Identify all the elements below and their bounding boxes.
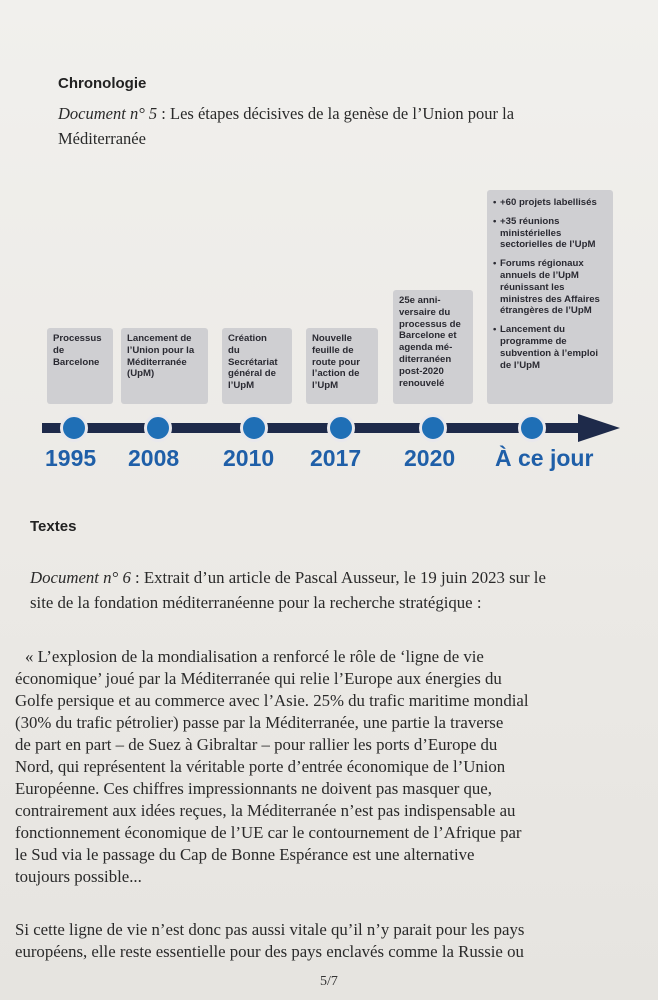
text-line: européens, elle reste essentielle pour des pays enclavés comme la Russie ou: [15, 942, 524, 961]
event-box-1995: [47, 328, 113, 404]
text-line: toujours possible...: [15, 867, 142, 886]
text-line: de part en part – de Suez à Gibraltar – pour rallier les ports d’Europe du: [15, 735, 498, 754]
timeline-dot-2008: [144, 414, 172, 442]
page-number: 5/7: [320, 974, 338, 989]
text-line: Golfe persique et au commerce avec l’Asie. 25% du trafic maritime mondial: [15, 691, 529, 710]
document-5-title: : Les étapes décisives de la genèse de l’Union pour la: [157, 104, 515, 123]
text-line: contrairement aux idées reçues, la Méditerranée n’est pas indispensable au: [15, 801, 516, 820]
text-line: économique’ joué par la Méditerranée qui relie l’Europe aux énergies du: [15, 669, 502, 688]
event-box-a-ce-jour: [487, 190, 613, 404]
section-title-chronologie: Chronologie: [58, 75, 147, 92]
timeline-axis: [42, 423, 580, 433]
event-box-2017: [306, 328, 378, 404]
year-label-2010: 2010: [223, 445, 275, 471]
quote-paragraph: [15, 646, 645, 888]
year-label-2008: 2008: [128, 445, 180, 471]
event-text: versaire du: [399, 306, 451, 318]
text-line: « L’explosion de la mondialisation a renforcé le rôle de ‘ligne de vie: [25, 647, 484, 666]
timeline-infographic: [0, 180, 658, 480]
event-box-2010: [222, 328, 292, 404]
year-label-2017: 2017: [310, 445, 362, 471]
event-text: Lancement de: [127, 333, 192, 344]
timeline-dot-2010: [240, 414, 268, 442]
event-text: (UpM): [127, 368, 155, 380]
event-text: feuille de: [312, 344, 354, 356]
timeline-dot-2017: [327, 414, 355, 442]
event-text: l’UpM: [228, 380, 255, 392]
event-text: du: [228, 344, 240, 356]
text-line: fonctionnement économique de l’UE car le contournement de l’Afrique par: [15, 823, 522, 842]
achievement-item: • Forums régionaux annuels de l’UpM réunissant les ministres des Affaires étrangères de l’UpM: [493, 258, 607, 317]
document-6-intro-line2: site de la fondation méditerranéenne pour la recherche stratégique :: [30, 593, 482, 612]
year-label-1995: 1995: [45, 445, 97, 471]
timeline-dot-1995: [60, 414, 88, 442]
event-text: Barcelone: [53, 356, 100, 368]
document-6-intro: : Extrait d’un article de Pascal Ausseur, le 19 juin 2023 sur le: [130, 568, 546, 587]
event-text: post-2020: [399, 365, 444, 377]
event-text: route pour: [312, 356, 360, 368]
event-text: processus de: [399, 318, 461, 330]
event-text: renouvelé: [399, 377, 445, 389]
timeline-arrowhead: [578, 414, 620, 442]
paragraph-2: [15, 919, 645, 963]
text-line: Européenne. Ces chiffres impressionnants ne doivent pas masquer que,: [15, 779, 492, 798]
event-text: l’Union pour la: [127, 344, 195, 356]
achievement-item: • Lancement du programme de subvention à l’emploi de l’UpM: [493, 324, 607, 371]
document-6-caption: [30, 565, 650, 615]
event-text: Création: [228, 333, 267, 344]
event-text: l’action de: [312, 368, 360, 380]
event-text: général de: [228, 368, 276, 380]
document-6-label: Document n° 6: [30, 568, 131, 587]
text-line: le Sud via le passage du Cap de Bonne Espérance est une alternative: [15, 845, 475, 864]
document-5-title-line2: Méditerranée: [58, 129, 146, 148]
event-text: Barcelone et: [399, 330, 457, 342]
timeline-dot-a-ce-jour: [518, 414, 546, 442]
event-text: diterranéen: [399, 353, 452, 365]
event-text: Processus: [53, 333, 102, 344]
text-line: Si cette ligne de vie n’est donc pas aussi vitale qu’il n’y parait pour les pays: [15, 920, 525, 939]
text-line: (30% du trafic pétrolier) passe par la Méditerranée, une partie la traverse: [15, 713, 504, 732]
event-box-2020: [393, 290, 473, 404]
section-title-textes: Textes: [30, 518, 77, 535]
event-text: agenda mé-: [399, 342, 453, 354]
achievements-list: [493, 197, 607, 371]
event-text: Méditerranée: [127, 356, 187, 368]
event-text: Nouvelle: [312, 333, 352, 344]
document-5-caption: [58, 101, 618, 151]
document-5-label: Document n° 5: [58, 104, 158, 123]
event-text: de: [53, 344, 65, 356]
year-label-2020: 2020: [404, 445, 456, 471]
event-box-2008: [121, 328, 208, 404]
event-text: 25e anni-: [399, 295, 441, 306]
timeline-dot-2020: [419, 414, 447, 442]
achievement-item: • +60 projets labellisés: [493, 197, 607, 209]
event-text: Secrétariat: [228, 356, 278, 368]
event-text: l’UpM: [312, 380, 339, 392]
year-label-a-ce-jour: À ce jour: [495, 445, 594, 471]
text-line: Nord, qui représentent la véritable porte d’entrée économique de l’Union: [15, 757, 506, 776]
achievement-item: • +35 réunions ministérielles sectorielles de l’UpM: [493, 216, 607, 251]
